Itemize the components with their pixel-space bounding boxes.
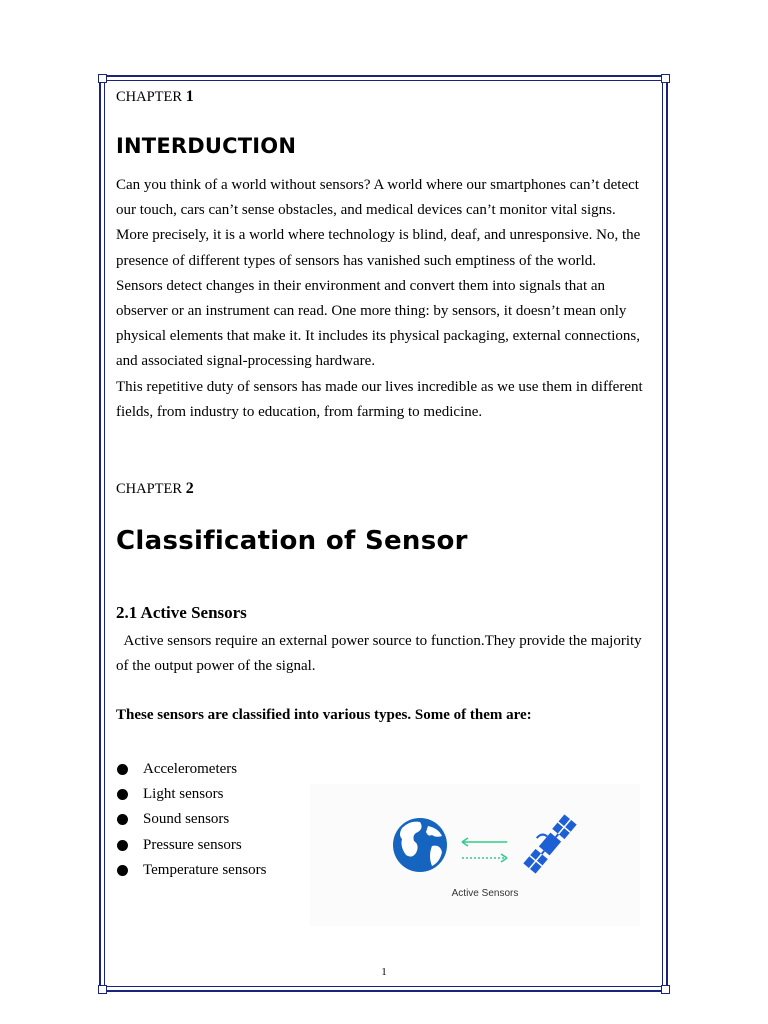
classification-heading: Classification of Sensor (116, 526, 468, 556)
bullet-icon (117, 814, 128, 825)
intro-body (116, 173, 651, 425)
dotted-arrow-right-icon (462, 854, 507, 862)
figure-illustration (310, 784, 640, 884)
chapter-number: 1 (185, 88, 194, 105)
list-item-label: Accelerometers (143, 761, 238, 777)
types-intro: These sensors are classified into various types. Some of them are: (116, 707, 532, 723)
intro-paragraph: Can you think of a world without sensors? A world where our smartphones can’t detect our touch, cars can’t sense obstacles, and medical devices can’t monitor vital signs. More precisely, it is a world where technology is blind, deaf, and unresponsive. No, the presence of different types of sensors has vanished such emptiness of the world. (116, 177, 641, 269)
active-sensors-text: Active sensors require an external power source to function.They provide the majority of the output power of the signal. (116, 633, 646, 675)
page-number: 1 (381, 966, 387, 978)
chapter-1-label (116, 88, 194, 106)
list-item (116, 782, 267, 807)
border-corner (661, 74, 670, 83)
chapter-2-label (116, 480, 194, 498)
figure-caption: Active Sensors (451, 888, 519, 899)
list-item (116, 807, 267, 832)
border-corner (98, 985, 107, 994)
intro-paragraph: Sensors detect changes in their environment and convert them into signals that an observer or an instrument can read. One more thing: by sensors, it doesn’t mean only physical elements that make it. It includes its physical packaging, external connections, and associated signal-processing hardware. (116, 277, 641, 370)
list-item-label: Sound sensors (143, 811, 230, 828)
list-item (116, 833, 267, 858)
active-sensors-figure (310, 784, 640, 926)
globe-icon (393, 818, 447, 872)
list-item-label: Temperature sensors (143, 861, 267, 878)
active-sensors-heading: 2.1 Active Sensors (116, 603, 247, 622)
sensor-types-list (116, 757, 267, 883)
bullet-icon (117, 865, 128, 876)
list-item-label: Pressure sensors (143, 836, 242, 853)
bullet-icon (117, 764, 128, 775)
chapter-prefix: CHAPTER (116, 89, 183, 105)
border-corner (661, 985, 670, 994)
bullet-icon (117, 840, 128, 851)
bullet-icon (117, 789, 128, 800)
list-item (116, 757, 267, 782)
list-item-label: Light sensors (143, 786, 224, 803)
chapter-prefix: CHAPTER (116, 481, 183, 497)
chapter-number: 2 (185, 480, 194, 497)
border-corner (98, 74, 107, 83)
arrow-left-icon (462, 838, 507, 846)
list-item (116, 858, 267, 883)
intro-paragraph: This repetitive duty of sensors has made our lives incredible as we use them in different fields, from industry to education, from farming to medicine. (116, 378, 643, 420)
satellite-icon (519, 810, 577, 873)
intro-heading: INTERDUCTION (116, 134, 297, 158)
